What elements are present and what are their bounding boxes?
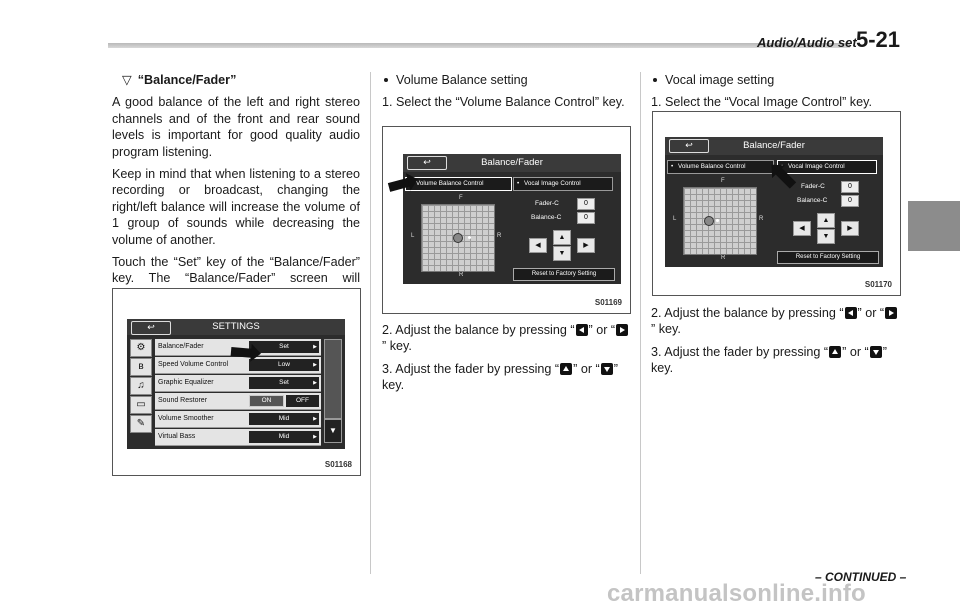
music-note-icon[interactable]: ♫ — [130, 377, 152, 395]
screen-title: Balance/Fader — [665, 137, 883, 155]
balance-grid[interactable] — [683, 187, 757, 255]
volume-balance-control-button[interactable]: • Volume Balance Control — [667, 160, 774, 174]
column-divider — [640, 72, 641, 574]
volume-balance-control-button[interactable]: • Volume Balance Control — [405, 177, 512, 191]
right-arrow-key-icon — [885, 307, 897, 319]
figure-code: S01169 — [594, 298, 622, 307]
balance-fader-figure-volume — [382, 126, 631, 314]
set-button[interactable]: Set ▶ — [249, 377, 319, 389]
down-arrow-key-icon — [601, 363, 613, 375]
column-2-steps — [382, 322, 630, 400]
down-arrow-key-icon — [870, 346, 882, 358]
right-arrow-button[interactable]: ▶ — [577, 238, 595, 253]
display-icon[interactable]: ▭ — [130, 396, 152, 414]
step-3: 3. Adjust the fader by pressing “ ” or “ ” key. — [651, 344, 887, 376]
settings-row-speed-volume: Speed Volume Control Low ▶ — [155, 357, 321, 374]
balance-value: 0 — [577, 212, 595, 224]
left-arrow-button[interactable]: ◀ — [529, 238, 547, 253]
step-3: 3. Adjust the fader by pressing “ ” or “ ” key. — [382, 361, 618, 393]
page-number: 5-21 — [856, 27, 901, 52]
fader-label: Fader-C — [535, 200, 559, 207]
watermark: carmanualsonline.info — [607, 580, 866, 607]
fader-value: 0 — [841, 181, 859, 193]
wrench-icon[interactable]: ✎ — [130, 415, 152, 433]
back-button[interactable]: ↩ — [407, 156, 447, 170]
step-2: 2. Adjust the balance by pressing “ ” or “” key. — [382, 322, 630, 355]
step-1: 1. Select the “Volume Balance Control” key. — [382, 95, 625, 110]
paragraph: A good balance of the left and right stereo channels and of the front and rear sound levels is important for good quality audio program listening. — [112, 95, 360, 159]
continued-label: – CONTINUED – — [815, 570, 907, 584]
subheading: ▽ “Balance/Fader” — [122, 73, 237, 87]
fader-value: 0 — [577, 198, 595, 210]
back-button[interactable]: ↩ — [131, 321, 171, 335]
column-divider — [370, 72, 371, 574]
paragraph: Keep in mind that when listening to a stereo recording or broadcast, changing the right/left balance will increase the volume of 1 group of sounds while decreasing the volume of another. — [112, 167, 360, 247]
settings-figure — [112, 288, 361, 476]
column-3-steps — [651, 305, 899, 383]
settings-row-volume-smoother: Volume Smoother Mid ▶ — [155, 411, 321, 428]
paragraph: Touch the “Set” key of the “Balance/Fader” key. The “Balance/Fader” screen will — [112, 255, 360, 286]
screen-title: SETTINGS — [127, 319, 345, 335]
back-button[interactable]: ↩ — [669, 139, 709, 153]
axis-front-label: F — [459, 195, 463, 201]
screen-title: Balance/Fader — [403, 154, 621, 172]
settings-row-balance-fader: Balance/Fader Set ▶ — [155, 339, 321, 356]
value-button[interactable]: Mid ▶ — [249, 431, 319, 443]
right-arrow-key-icon — [616, 324, 628, 336]
axis-rear-label: R — [721, 255, 726, 261]
balance-fader-screen — [665, 137, 883, 267]
settings-row-virtual-bass: Virtual Bass Mid ▶ — [155, 429, 321, 446]
balance-label: Balance-C — [797, 197, 828, 204]
balance-fader-figure-vocal — [652, 111, 901, 296]
left-arrow-key-icon — [576, 324, 588, 336]
grid-dot — [468, 236, 471, 239]
bluetooth-icon[interactable]: ʙ — [130, 358, 152, 376]
up-arrow-button[interactable]: ▲ — [817, 213, 835, 228]
down-arrow-button[interactable]: ▼ — [817, 229, 835, 244]
column-1 — [112, 72, 360, 309]
axis-front-label: F — [721, 178, 725, 184]
left-arrow-key-icon — [845, 307, 857, 319]
up-arrow-key-icon — [829, 346, 841, 358]
step-1: 1. Select the “Vocal Image Control” key. — [651, 95, 872, 110]
bullet-item: Volume Balance setting — [382, 72, 630, 88]
balance-position-marker[interactable] — [704, 216, 714, 226]
triangle-marker-icon: ▽ — [122, 73, 132, 87]
on-button[interactable]: ON — [249, 395, 284, 407]
figure-code: S01168 — [324, 460, 352, 469]
off-button[interactable]: OFF — [286, 395, 319, 407]
axis-right-label: R — [497, 233, 502, 239]
figure-code: S01170 — [864, 280, 892, 289]
fader-label: Fader-C — [801, 183, 825, 190]
section-title: Audio/Audio set — [757, 35, 857, 50]
set-button[interactable]: Set ▶ — [249, 341, 319, 353]
balance-position-marker[interactable] — [453, 233, 463, 243]
settings-icon[interactable]: ⚙ — [130, 339, 152, 357]
value-button[interactable]: Low ▶ — [249, 359, 319, 371]
bullet-item: Vocal image setting — [651, 72, 899, 88]
settings-screen — [127, 319, 345, 449]
column-2 — [382, 72, 630, 117]
step-2: 2. Adjust the balance by pressing “ ” or “” key. — [651, 305, 899, 338]
balance-value: 0 — [841, 195, 859, 207]
balance-label: Balance-C — [531, 214, 562, 221]
axis-left-label: L — [673, 216, 677, 222]
value-button[interactable]: Mid ▶ — [249, 413, 319, 425]
left-arrow-button[interactable]: ◀ — [793, 221, 811, 236]
axis-right-label: R — [759, 216, 764, 222]
up-arrow-button[interactable]: ▲ — [553, 230, 571, 245]
vocal-image-control-button[interactable]: • Vocal Image Control — [777, 160, 877, 174]
vocal-image-control-button[interactable]: • Vocal Image Control — [513, 177, 613, 191]
settings-row-sound-restorer: Sound Restorer ON OFF — [155, 393, 321, 410]
scrollbar[interactable] — [324, 339, 342, 419]
balance-grid[interactable] — [421, 204, 495, 272]
axis-left-label: L — [411, 233, 415, 239]
axis-rear-label: R — [459, 272, 464, 278]
chapter-tab — [908, 201, 960, 251]
right-arrow-button[interactable]: ▶ — [841, 221, 859, 236]
up-arrow-key-icon — [560, 363, 572, 375]
reset-to-factory-button[interactable]: Reset to Factory Setting — [777, 251, 879, 264]
settings-row-graphic-equalizer: Graphic Equalizer Set ▶ — [155, 375, 321, 392]
header-rule — [108, 43, 850, 48]
down-arrow-button[interactable]: ▼ — [553, 246, 571, 261]
scroll-down-button[interactable]: ▼ — [324, 419, 342, 443]
grid-dot — [716, 219, 719, 222]
reset-to-factory-button[interactable]: Reset to Factory Setting — [513, 268, 615, 281]
balance-fader-screen — [403, 154, 621, 284]
